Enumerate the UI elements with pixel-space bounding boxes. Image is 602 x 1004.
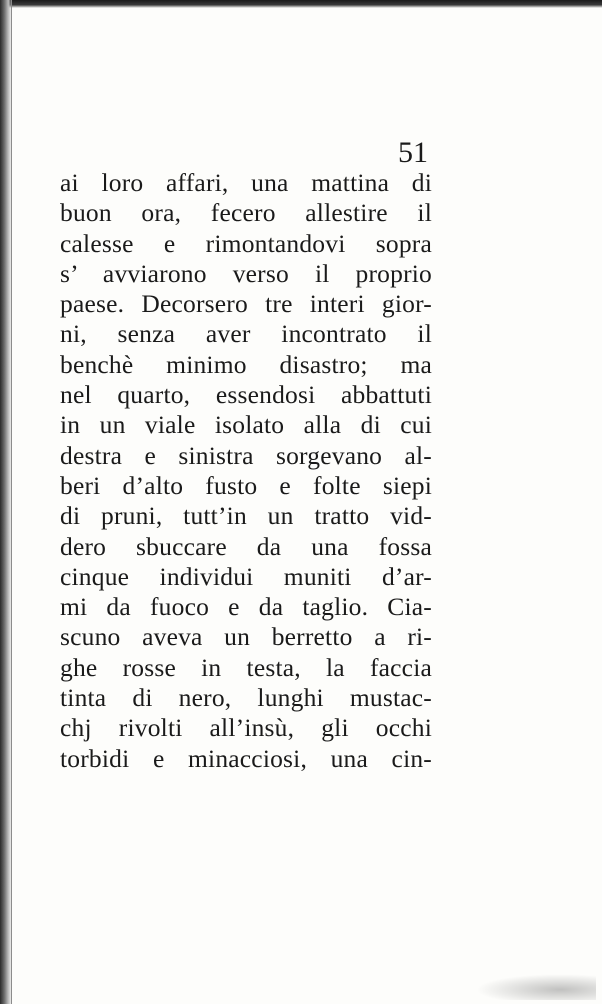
body-text <box>60 168 432 774</box>
text-line: paese. Decorsero tre interi gior- <box>60 289 432 319</box>
text-line: dero sbuccare da una fossa <box>60 531 432 561</box>
text-line: di pruni, tutt’in un tratto vid- <box>60 501 432 531</box>
ink-smudge <box>476 974 596 1000</box>
text-line: tinta di nero, lunghi mustac- <box>60 683 432 713</box>
text-line: s’ avviarono verso il proprio <box>60 258 432 288</box>
page-left-border <box>11 0 12 1004</box>
text-line: torbidi e minacciosi, una cin- <box>60 743 432 773</box>
text-line: chj rivolti all’insù, gli occhi <box>60 713 432 743</box>
text-line: calesse e rimontandovi sopra <box>60 228 432 258</box>
text-line: scuno aveva un berretto a ri- <box>60 622 432 652</box>
text-line: beri d’alto fusto e folte siepi <box>60 470 432 500</box>
text-line: ai loro affari, una mattina di <box>60 168 432 197</box>
text-line: benchè minimo disastro; ma <box>60 349 432 379</box>
text-line: mi da fuoco e da taglio. Cia- <box>60 592 432 622</box>
text-line: nel quarto, essendosi abbattuti <box>60 380 432 410</box>
page-number: 51 <box>398 136 428 169</box>
text-line: cinque individui muniti d’ar- <box>60 561 432 591</box>
text-line: destra e sinistra sorgevano al- <box>60 440 432 470</box>
text-line: buon ora, fecero allestire il <box>60 198 432 228</box>
text-line: ghe rosse in testa, la faccia <box>60 652 432 682</box>
page-top-edge <box>0 0 602 8</box>
text-line: ni, senza aver incontrato il <box>60 319 432 349</box>
text-line: in un viale isolato alla di cui <box>60 410 432 440</box>
